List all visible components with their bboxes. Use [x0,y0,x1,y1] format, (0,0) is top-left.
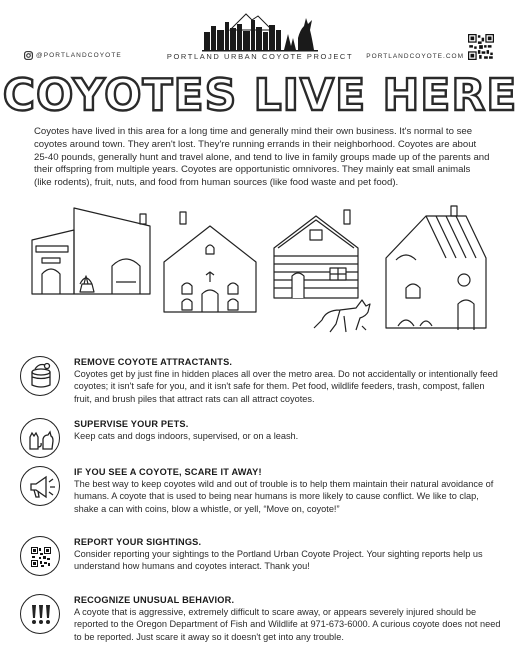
megaphone-icon [20,466,60,506]
section-heading: SUPERVISE YOUR PETS. [74,419,189,429]
project-name: PORTLAND URBAN COYOTE PROJECT [166,52,354,61]
section-heading: IF YOU SEE A COYOTE, SCARE IT AWAY! [74,467,262,477]
city-skyline-coyote-logo [200,8,320,52]
section-text [74,466,502,515]
houses-illustration [26,202,496,342]
exclamation-icon [20,594,60,634]
page-title: COYOTES LIVE HERE [2,70,518,121]
website-link[interactable]: PORTLANDCOYOTE.COM [366,53,464,60]
section-text [74,594,502,643]
section-report-sightings [20,536,510,596]
intro-paragraph: Coyotes have lived in this area for a long time and generally mind their own business. It's normal to see coyotes around town. They aren't lost. They're running errands in their neighborhood. Coyotes are about 25-40 pounds, generally hunt and travel alone, and tend to live in family groups made up of the parents and their offspring from multiple years. Coyotes are opportunistic omnivores. They mainly eat small animals (like rodents), fruit, nuts, and food from human sources (like food waste and pet food). [34,126,490,189]
qr-code-icon[interactable] [20,536,60,576]
section-body: The best way to keep coyotes wild and out of trouble is to help them maintain their natural avoidance of humans. A coyote that is used to being near humans is more likely to cause conflict. We like to clap, shake a can with coins, blow a whistle, or yell, “Move on, coyote!” [74,479,494,514]
section-heading: REPORT YOUR SIGHTINGS. [74,537,202,547]
section-body: Coyotes get by just fine in hidden places all over the metro area. Do not accidentally or intentionally feed coyotes; it isn't safe for you, and it isn't safe for them. Pet food, wildlife feeders, trash, compost, fallen fruit, and brush piles that attract rats can all attract coyotes. [74,369,498,404]
open-can-icon [20,356,60,396]
cat-and-dog-icon [20,418,60,458]
section-text [74,418,502,442]
section-body: A coyote that is aggressive, extremely difficult to scare away, or appears severely injured should be reported to the Oregon Department of Fish and Wildlife at 971-673-6000. A curious coyote does not need to be reported. Just scare it away so it doesn't get into any trouble. [74,607,501,642]
section-heading: RECOGNIZE UNUSUAL BEHAVIOR. [74,595,235,605]
section-body: Consider reporting your sightings to the Portland Urban Coyote Project. Your sighting reports help us understand how humans and coyotes interact. Thank you! [74,549,483,572]
section-heading: REMOVE COYOTE ATTRACTANTS. [74,357,233,367]
section-text [74,356,502,405]
section-remove-attractants [20,356,510,416]
instagram-handle-text: @PORTLANDCOYOTE [36,52,122,59]
section-text [74,536,502,573]
section-unusual-behavior [20,594,510,654]
section-scare-coyote [20,466,510,526]
qr-code-icon[interactable] [468,34,494,60]
section-body: Keep cats and dogs indoors, supervised, or on a leash. [74,431,299,441]
